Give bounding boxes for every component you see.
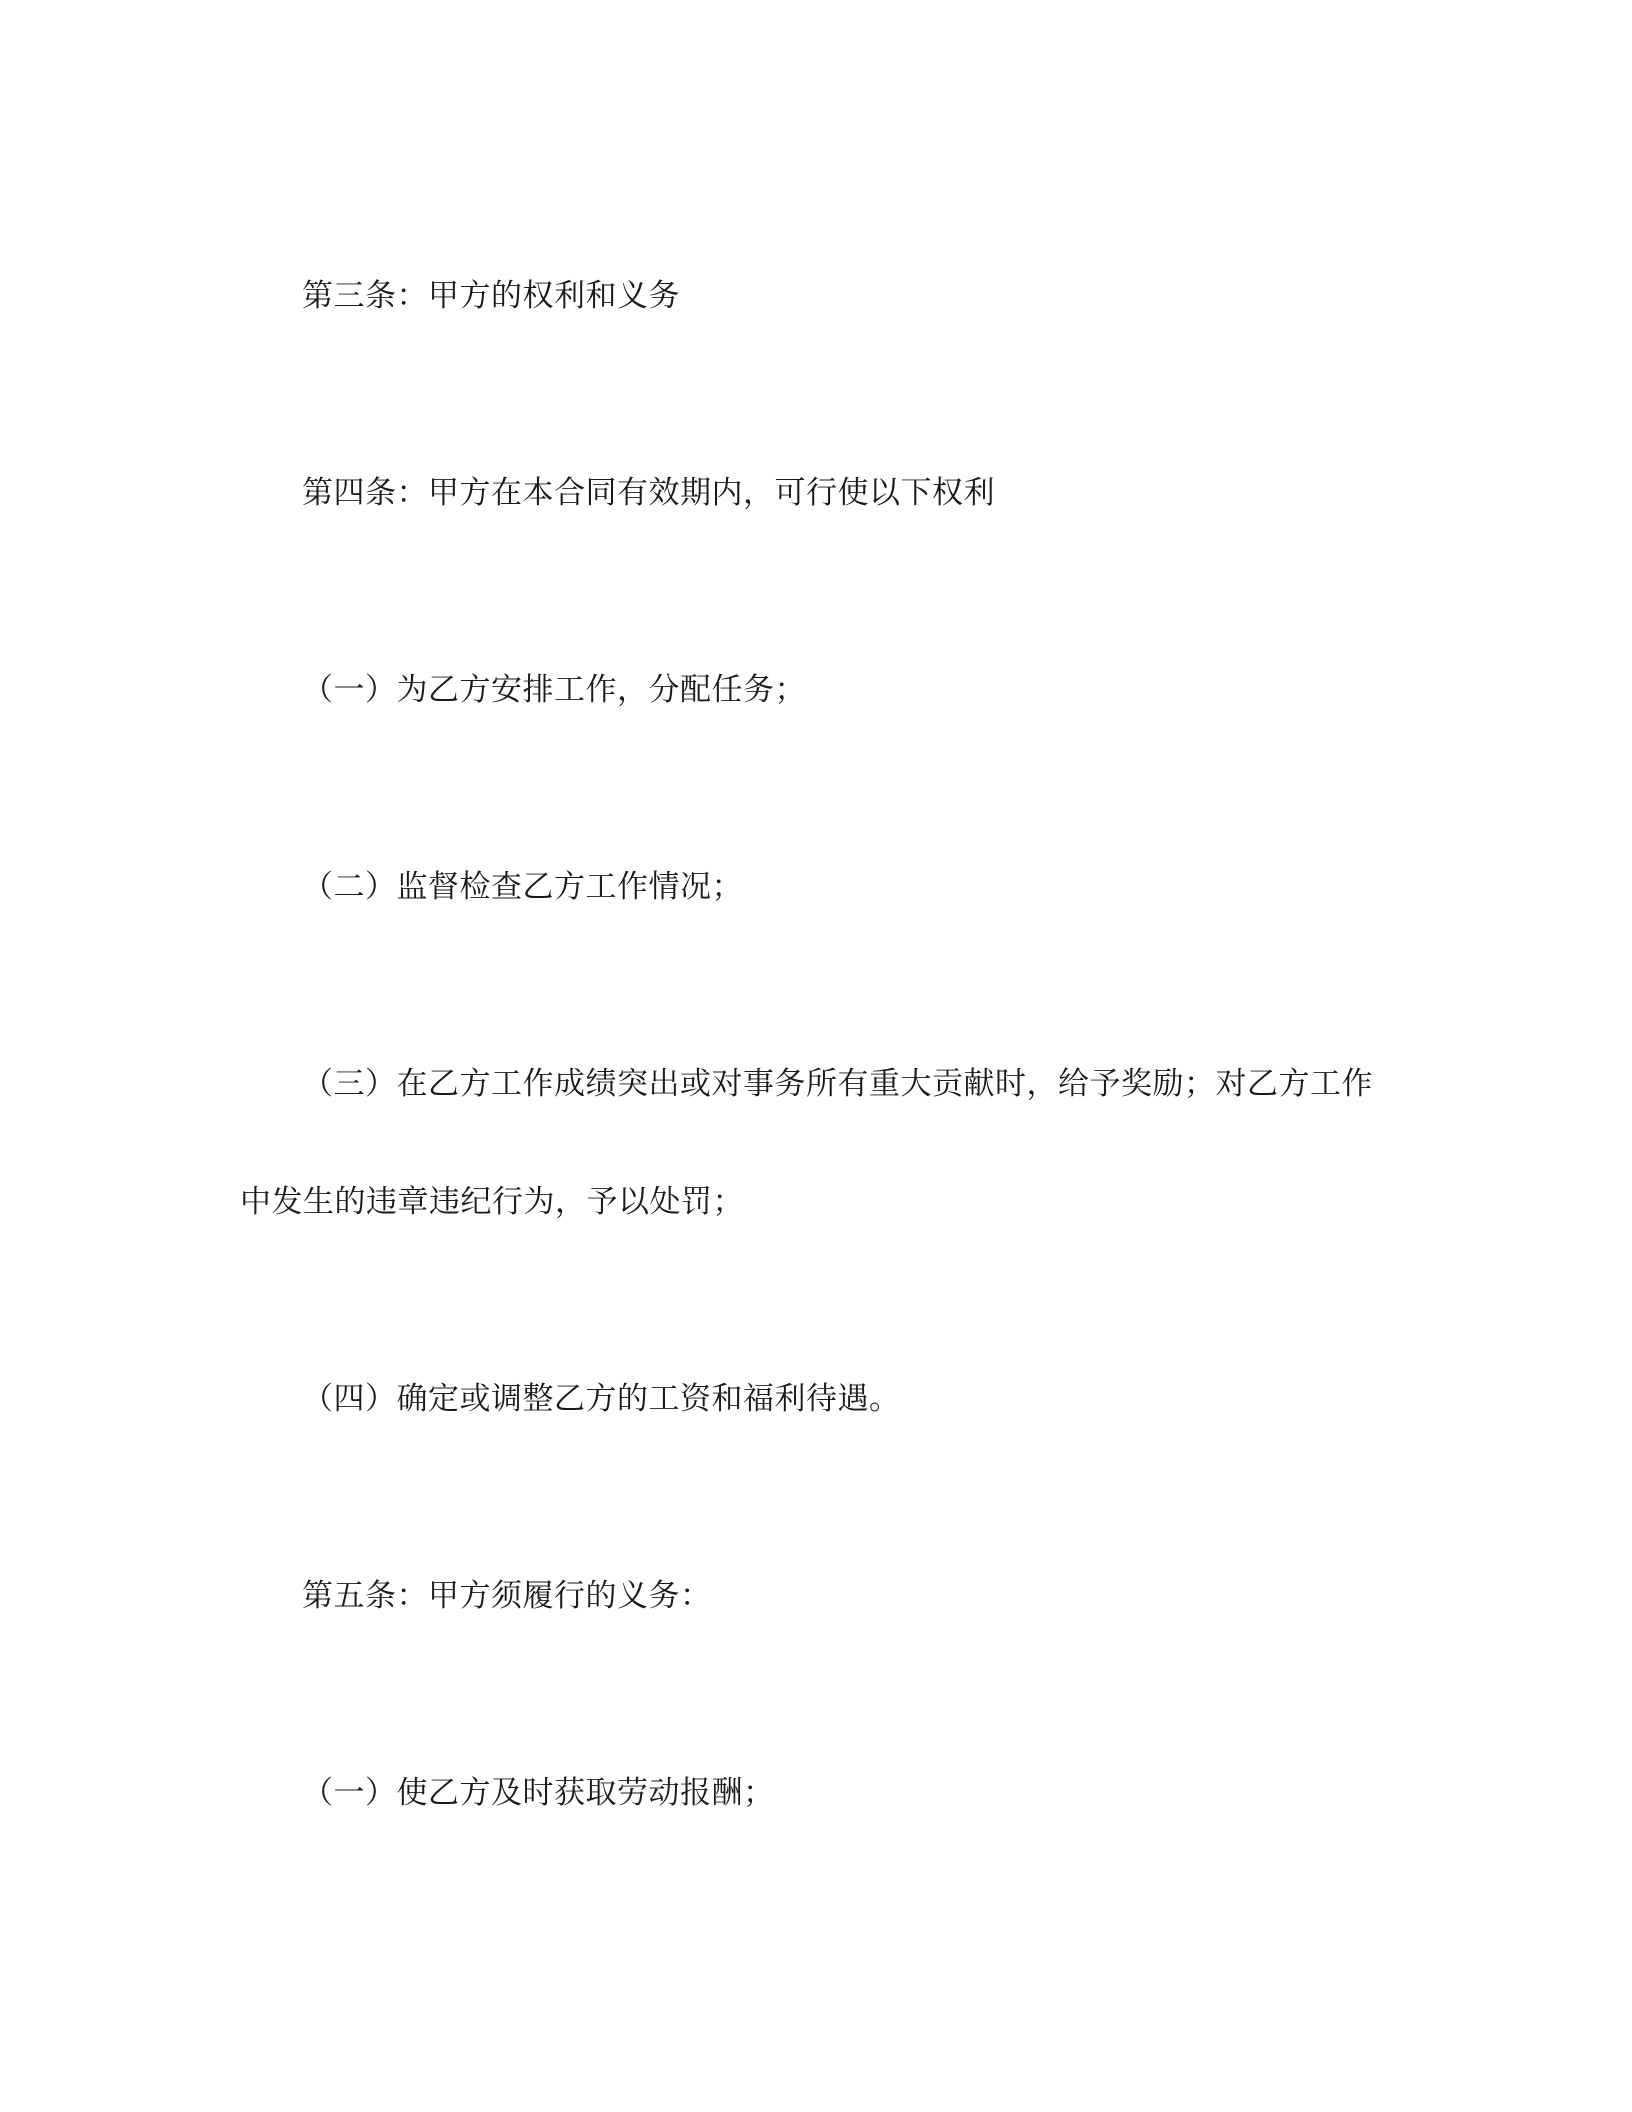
article-4-item-2: （二）监督检查乙方工作情况； xyxy=(302,869,743,905)
article-4-heading: 第四条：甲方在本合同有效期内，可行使以下权利 xyxy=(302,475,995,511)
article-4-item-4: （四）确定或调整乙方的工资和福利待遇。 xyxy=(302,1381,901,1417)
article-4-item-1: （一）为乙方安排工作，分配任务； xyxy=(302,672,806,708)
article-4-item-3-line-2: 中发生的违章违纪行为，予以处罚； xyxy=(240,1184,744,1220)
article-5-item-1: （一）使乙方及时获取劳动报酬； xyxy=(302,1775,775,1811)
article-3-heading: 第三条：甲方的权利和义务 xyxy=(302,278,680,314)
article-4-item-3-line-1: （三）在乙方工作成绩突出或对事务所有重大贡献时，给予奖励；对乙方工作 xyxy=(302,1066,1373,1102)
article-5-heading: 第五条：甲方须履行的义务： xyxy=(302,1578,712,1614)
